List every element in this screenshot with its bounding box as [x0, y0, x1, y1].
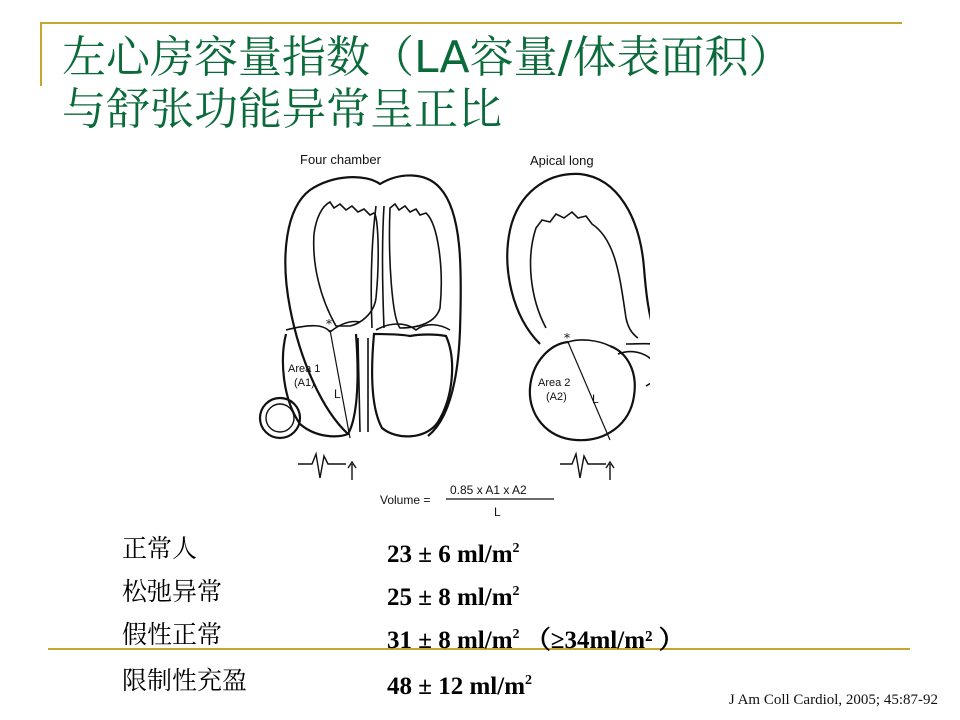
apical-long-label: Apical long	[530, 153, 594, 168]
ecg-trace-right-icon	[560, 454, 614, 480]
ecg-trace-left-icon	[298, 454, 356, 480]
length-label-right: L	[592, 392, 599, 406]
slide-title	[62, 32, 792, 136]
formula-prefix: Volume =	[380, 493, 431, 507]
four-chamber-heart	[260, 175, 461, 438]
svg-text:*: *	[326, 317, 332, 331]
area1-symbol: (A1)	[294, 377, 315, 389]
row-label: 松弛异常	[122, 577, 223, 606]
row-value: 25 ± 8 $ml/m^2$	[387, 584, 520, 611]
apical-long-heart	[507, 174, 650, 440]
row-label: 限制性充盈	[122, 666, 248, 695]
title-line-1: 左心房容量指数（LA容量/体表面积）	[62, 32, 793, 83]
top-accent-rule	[40, 22, 902, 24]
length-label-left: L	[334, 387, 341, 401]
formula-numerator: 0.85 x A1 x A2	[450, 483, 527, 497]
area2-symbol: (A2)	[546, 391, 567, 403]
title-line-2: 与舒张功能异常呈正比	[62, 84, 502, 135]
row-label: 正常人	[122, 534, 198, 563]
row-value: 23 ± 6 $ml/m^2$	[387, 541, 520, 568]
citation: J Am Coll Cardiol, 2005; 45:87-92	[728, 692, 938, 708]
row-value: 48 ± 12 $ml/m^2$	[387, 673, 533, 700]
svg-text:*: *	[564, 331, 570, 345]
row-label: 假性正常	[122, 620, 223, 649]
row-value: 31 ± 8 $ml/m^2$ （≥34ml/m² ）	[387, 627, 684, 654]
area1-label: Area 1	[288, 363, 321, 375]
left-accent-rule	[40, 22, 42, 86]
formula-denominator: L	[494, 505, 501, 519]
la-volume-diagram	[250, 148, 650, 520]
area2-label: Area 2	[538, 377, 571, 389]
four-chamber-label: Four chamber	[300, 152, 381, 167]
